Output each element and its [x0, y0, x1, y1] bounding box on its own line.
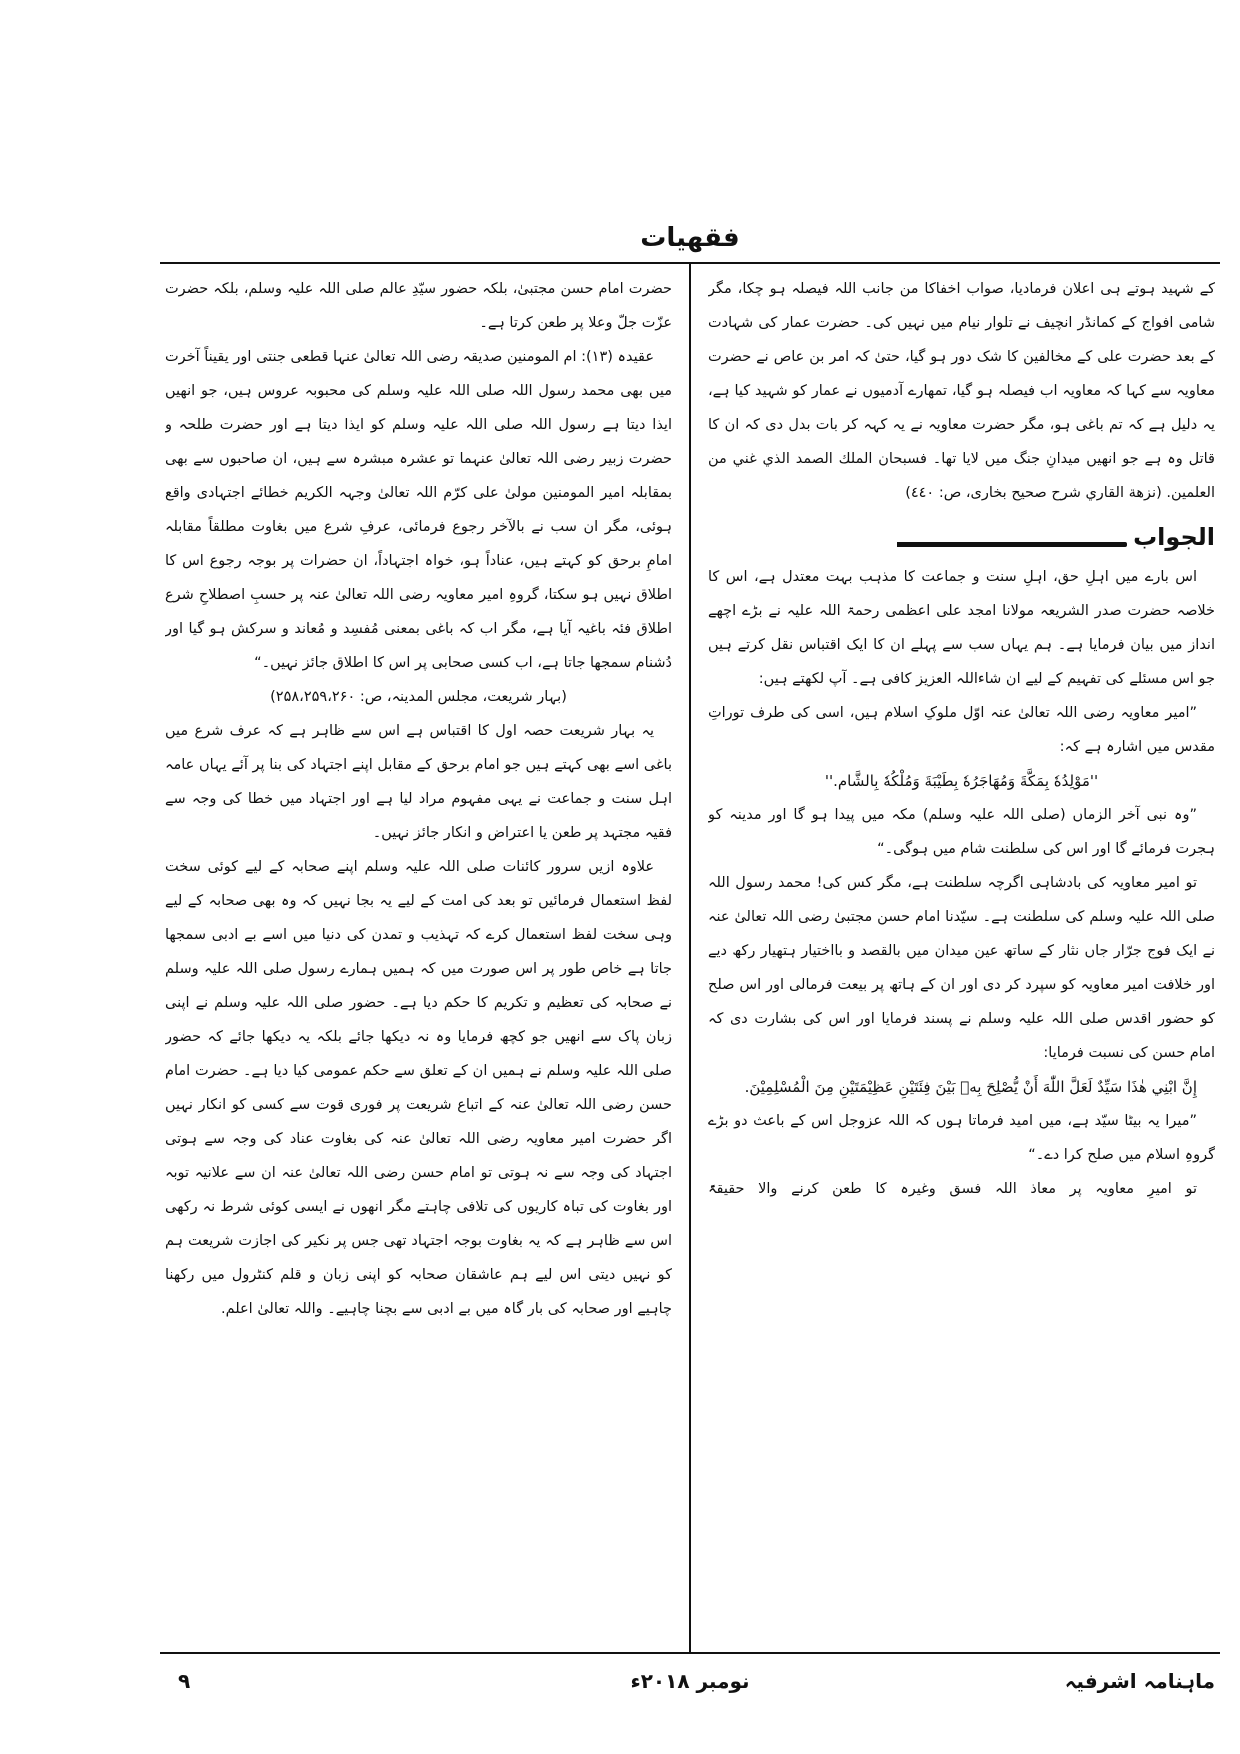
hadith-translation: ”میرا یہ بیٹا سیّد ہے، میں امید فرماتا ہوں کہ اللہ عزوجل اس کے باعث دو بڑے گروہِ اسلام میں صلح کرا دے۔“ [708, 1113, 1215, 1163]
paragraph: یہ بہار شریعت حصہ اول کا اقتباس ہے اس سے ظاہر ہے کہ عرف شرع میں باغی اسے بھی کہتے ہیں جو امام برحق کے مقابل اپنے اجتہاد کی بنا پر آئے یہاں عامہ اہل سنت و جماعت نے یہی مفہوم مراد لیا ہے اور اجتہاد میں خطا کی وجہ سے فقیہ مجتہد پر طعن یا اعتراض و انکار جائز نہیں۔ [165, 723, 672, 841]
footer-magazine-name: ماہنامہ اشرفیہ [1064, 1669, 1215, 1693]
paragraph: اس بارے میں اہلِ حق، اہلِ سنت و جماعت کا مذہب بہت معتدل ہے، اس کا خلاصہ حضرت صدر الشریعہ مولانا امجد علی اعظمی رحمۃ اللہ علیہ نے بڑے اچھے انداز میں بیان فرمایا ہے۔ ہم یہاں سب سے پہلے ان کا ایک اقتباس نقل کرتے ہیں جو اس مسئلے کی تفہیم کے لیے ان شاءاللہ العزیز کافی ہے۔ آپ لکھتے ہیں: [708, 569, 1215, 687]
section-title: فقهيات [640, 223, 740, 253]
quote-translation: ”وہ نبی آخر الزماں (صلی اللہ علیہ وسلم) مکہ میں پیدا ہو گا اور مدینہ کو ہجرت فرمائے گا اور اس کی سلطنت شام میں ہوگی۔“ [708, 807, 1215, 857]
left-column [165, 272, 672, 1644]
right-column [708, 272, 1215, 1644]
hadith-arabic: إِنَّ ابْنِي هٰذَا سَيِّدٌ لَعَلَّ اللّٰهَ أَنْ يُّصْلِحَ بِهٖ بَيْنَ فِئَتَيْنِ عَظِيْمَتَيْنِ مِنَ الْمُسْلِمِيْنَ. [744, 1078, 1197, 1096]
quote-paragraph: ”امیر معاویہ رضی اللہ تعالیٰ عنہ اوّل ملوکِ اسلام ہیں، اسی کی طرف توراتِ مقدس میں اشارہ ہے کہ: [708, 705, 1215, 755]
footer-rule [160, 1652, 1220, 1654]
paragraph-continues: تو امیرِ معاویہ پر معاذ اللہ فسق وغیرہ کا طعن کرنے والا حقیقۃً [708, 1181, 1197, 1197]
answer-heading-text: الجواب [1133, 523, 1215, 551]
citation: (بہار شریعت، مجلس المدینہ، ص: ۲۵۸،۲۵۹،۲۶۰) [270, 689, 567, 705]
column-divider [689, 262, 691, 1652]
aqeeda-paragraph: عقیدہ (۱۳): ام المومنین صدیقہ رضی اللہ تعالیٰ عنہا قطعی جنتی اور یقیناً آخرت میں بھی محمد رسول اللہ صلی اللہ علیہ وسلم کی محبوبہ عروس ہیں، جو انھیں ایذا دیتا ہے رسول اللہ صلی اللہ علیہ وسلم کو ایذا دیتا ہے اور حضرت طلحہ و حضرت زبیر رضی اللہ تعالیٰ عنہما تو عشرہ مبشرہ سے ہیں، ان صاحبوں سے بھی بمقابلہ امیر المومنین مولیٰ علی کرّم اللہ تعالیٰ وجہہ الکریم خطائے اجتہادی واقع ہوئی، مگر ان سب نے بالآخر رجوع فرمائی، عرفِ شرع میں بغاوت مطلقاً مقابلہ امامِ برحق کو کہتے ہیں، عناداً ہو، خواہ اجتہاداً، ان حضرات پر بوجہ رجوع اس کا اطلاق نہیں ہو سکتا، گروہِ امیر معاویہ رضی اللہ تعالیٰ عنہ پر حسبِ اصطلاحِ شرع اطلاق فئہ باغیہ آیا ہے، مگر اب کہ باغی بمعنی مُفسِد و مُعاند و سرکش ہو گیا اور دُشنام سمجھا جاتا ہے، اب کسی صحابی پر اس کا اطلاق جائز نہیں۔“ [165, 349, 672, 671]
answer-heading [708, 514, 1215, 560]
paragraph-continued: حضرت امام حسن مجتبیٰ، بلکہ حضور سیّدِ عالم صلی اللہ علیہ وسلم، بلکہ حضرت عزّت جلّ وعلا پر طعن کرتا ہے۔ [165, 281, 672, 331]
heading-ornament-bar [897, 542, 1127, 547]
footer-issue-date: نومبر ۲۰۱۸ء [630, 1669, 750, 1693]
paragraph: علاوہ ازیں سرور کائنات صلی اللہ علیہ وسلم اپنے صحابہ کے لیے کوئی سخت لفظ استعمال فرمائیں تو بعد کی امت کے لیے یہ بجا نہیں کہ وہ بھی صحابہ کے لیے وہی سخت لفظ استعمال کرے کہ تہذیب و تمدن کی دنیا میں اسے بے ادبی سمجھا جاتا ہے خاص طور پر اس صورت میں کہ ہمیں ہمارے رسول صلی اللہ علیہ وسلم نے صحابہ کی تعظیم و تکریم کا حکم دیا ہے۔ حضور صلی اللہ علیہ وسلم نے اپنی زبان پاک سے انھیں جو کچھ فرمایا وہ نہ دیکھا جائے بلکہ یہ دیکھا جائے کہ حضور صلی اللہ علیہ وسلم نے ہمیں ان کے تعلق سے حکم عمومی کیا دیا ہے۔ حضرت امام حسن رضی اللہ تعالیٰ عنہ کے اتباع شریعت پر فوری قوت سے کسی کو انکار نہیں اگر حضرت امیر معاویہ رضی اللہ تعالیٰ عنہ کی بغاوت عناد کی وجہ سے ہوتی اجتہاد کی وجہ سے نہ ہوتی تو امام حسن رضی اللہ تعالیٰ عنہ ان سے علانیہ توبہ اور بغاوت کی تباہ کاریوں کی تلافی چاہتے مگر انھوں نے ایسی کوئی شرط نہ رکھی اس سے ظاہر ہے کہ یہ بغاوت بوجہ اجتہاد تھی جس پر نکیر کی اجازت شریعت ہم کو نہیں دیتی اس لیے ہم عاشقان صحابہ کو اپنی زبان و قلم کنٹرول میں رکھنا چاہیے اور صحابہ کی بار گاہ میں بے ادبی سے بچنا چاہیے۔ واللہ تعالیٰ اعلم. [165, 859, 672, 1317]
paragraph-continued: کے شہید ہوتے ہی اعلان فرمادیا، صواب اخفاکا من جانب اللہ فیصلہ ہو چکا، مگر شامی افواج کے کمانڈر انچیف نے تلوار نیام میں نہیں کی۔ حضرت عمار کی شہادت کے بعد حضرت علی کے مخالفین کا شک دور ہو گیا، حتیٰ کہ امر بن عاص نے حضرت معاویہ سے کہا کہ معاویہ اب فیصلہ ہو گیا، تمھارے آدمیوں نے عمار کو شہید کیا ہے، یہ دلیل ہے کہ تم باغی ہو، مگر حضرت معاویہ نے یہ کہہ کر بات بدل دی کہ ان کا قاتل وہ ہے جو انھیں میدانِ جنگ میں لایا تھا۔ فسبحان الملك الصمد الذي غني من العلمين. (نزهة القاري شرح صحيح بخاری، ص: ٤٤٠) [708, 281, 1215, 501]
footer-page-number: ۹ [178, 1669, 191, 1693]
paragraph: تو امیر معاویہ کی بادشاہی اگرچہ سلطنت ہے، مگر کس کی! محمد رسول اللہ صلی اللہ علیہ وسلم کی سلطنت ہے۔ سیّدنا امام حسن مجتبیٰ رضی اللہ تعالیٰ عنہ نے ایک فوج جرّار جاں نثار کے ساتھ عین میدان میں بالقصد و بااختیار ہتھیار رکھ دیے اور خلافت امیر معاویہ کو سپرد کر دی اور ان کے ہاتھ پر بیعت فرمالی اور اس صلح کو حضور اقدس صلی اللہ علیہ وسلم نے پسند فرمایا اور اس کی بشارت دی کہ امام حسن کی نسبت فرمایا: [708, 875, 1215, 1061]
arabic-quote: ''مَوْلِدُهٗ بِمَكَّةَ وَمُهَاجَرُهٗ بِطَيْبَةَ وَمُلْكُهٗ بِالشَّام.'' [824, 772, 1099, 790]
